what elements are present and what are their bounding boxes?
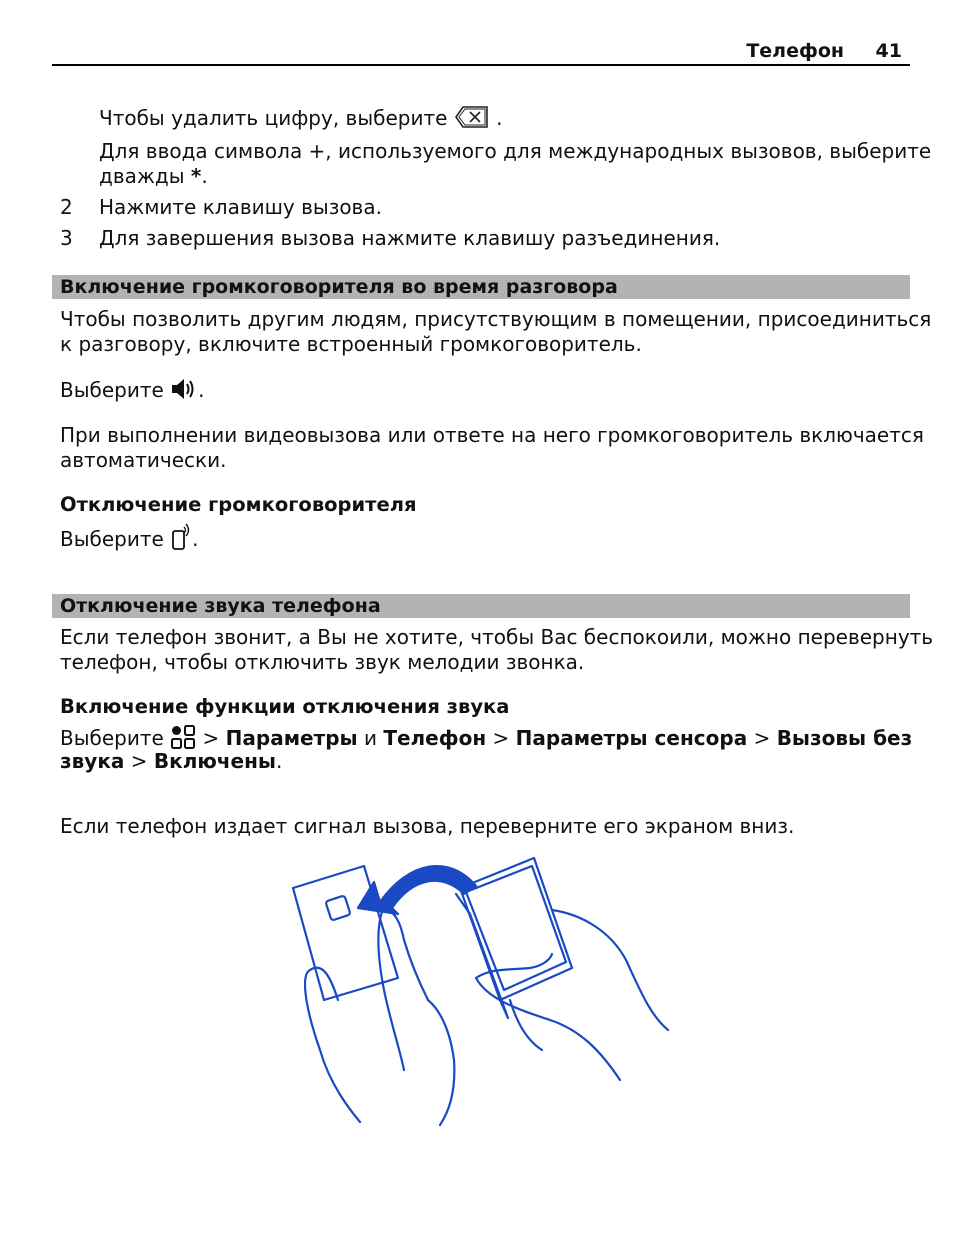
speaker-select-line: Выберите . [60, 376, 205, 408]
speaker-off-heading: Отключение громкоговорителя [60, 493, 417, 516]
mute-desc-line2: телефон, чтобы отключить звук мелодии звонка. [60, 650, 585, 674]
mute-desc-line1: Если телефон звонит, а Вы не хотите, чтобы Вас беспокоили, можно перевернуть [60, 625, 934, 649]
plus-text-line1: Для ввода символа +, используемого для международных вызовов, выберите [99, 139, 932, 163]
step-number: 2 [60, 195, 73, 219]
settings-path-line2: звука > Включены. [60, 749, 283, 773]
section-heading-speaker: Включение громкоговорителя во время разговора [52, 275, 910, 299]
auto-speaker-line1: При выполнении видеовызова или ответе на него громкоговоритель включается [60, 423, 924, 447]
path-silent-calls: Вызовы без [776, 726, 913, 750]
plus-text-line2: дважды *. [99, 164, 208, 188]
mute-enable-heading: Включение функции отключения звука [60, 695, 510, 718]
flip-instruction: Если телефон издает сигнал вызова, переверните его экраном вниз. [60, 814, 795, 838]
path-sensor-settings: Параметры сенсора [515, 726, 748, 750]
delete-digit-line: Чтобы удалить цифру, выберите . [99, 104, 502, 136]
step-text: Нажмите клавишу вызова. [99, 195, 382, 219]
path-enabled: Включены [153, 749, 276, 773]
step-number: 3 [60, 226, 73, 250]
handset-icon [170, 523, 192, 557]
star-symbol: * [190, 164, 202, 188]
path-phone: Телефон [383, 726, 487, 750]
backspace-icon [454, 104, 490, 136]
section-heading-mute: Отключение звука телефона [52, 594, 910, 618]
path-silent-calls-cont: звука [60, 749, 125, 773]
loudspeaker-icon [170, 376, 198, 408]
header-title: Телефон [746, 40, 844, 62]
page-number: 41 [875, 40, 902, 62]
speaker-desc-line1: Чтобы позволить другим людям, присутствующим в помещении, присоединиться [60, 307, 932, 331]
flip-arrow [358, 866, 476, 914]
page-header [52, 38, 910, 66]
flip-phone-illustration [280, 850, 680, 1135]
auto-speaker-line2: автоматически. [60, 448, 227, 472]
path-parameters: Параметры [225, 726, 358, 750]
speaker-off-select-line: Выберите . [60, 523, 199, 557]
speaker-desc-line2: к разговору, включите встроенный громкоговоритель. [60, 332, 642, 356]
step-text: Для завершения вызова нажмите клавишу разъединения. [99, 226, 721, 250]
settings-path-line1: Выберите > Параметры и Телефон > Параметры сенсора > Вызовы без [60, 724, 912, 756]
